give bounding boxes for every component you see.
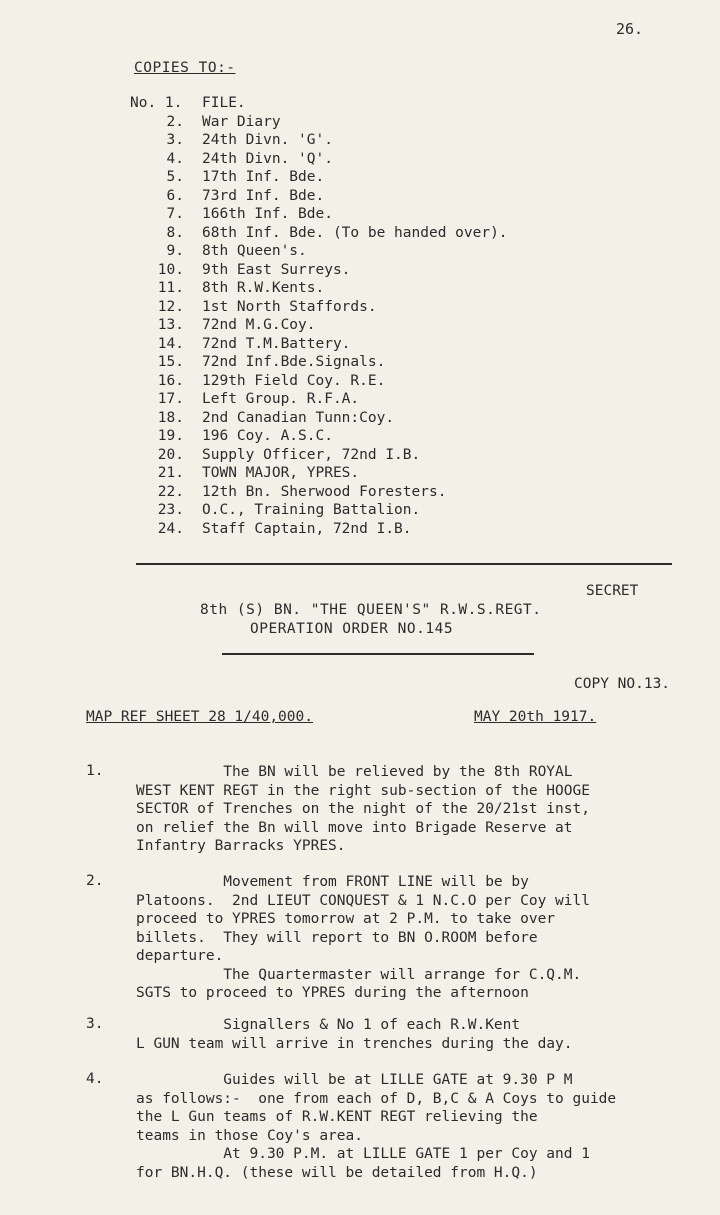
- copy-list-item: [130, 94, 650, 113]
- operation-order-title: OPERATION ORDER NO.145: [250, 621, 454, 637]
- copy-list-item: [130, 242, 650, 261]
- paragraph-line: Infantry Barracks YPRES.: [136, 838, 346, 854]
- order-date: MAY 20th 1917.: [474, 709, 597, 725]
- copy-list-recipient: 1st North Staffords.: [202, 298, 377, 315]
- copy-list-number: 4.: [166, 150, 184, 167]
- copy-list-item: [130, 501, 650, 520]
- copy-list-number: 23.: [157, 502, 184, 518]
- paragraph-line: on relief the Bn will move into Brigade Reserve at: [136, 819, 573, 836]
- copy-list-number: 5.: [166, 169, 184, 185]
- copy-list-recipient: FILE.: [202, 95, 246, 111]
- paragraph-line: WEST KENT REGT in the right sub-section of the HOOGE: [136, 782, 590, 799]
- copy-list-recipient: 72nd M.G.Coy.: [202, 317, 316, 333]
- copy-list-item: [130, 427, 650, 446]
- copy-list-number: 12.: [157, 298, 184, 315]
- copy-list-number: 18.: [157, 409, 184, 426]
- copy-list-number: 8.: [166, 224, 184, 241]
- paragraph-line: departure.: [136, 948, 224, 964]
- unit-title: 8th (S) BN. "THE QUEEN'S" R.W.S.REGT.: [200, 602, 542, 618]
- paragraph-line: Movement from FRONT LINE will be by: [136, 874, 529, 890]
- copy-list-number: No. 1.: [130, 95, 183, 111]
- copy-list-item: [130, 353, 650, 372]
- paragraph-number: 1.: [86, 763, 104, 779]
- copy-list-number: 13.: [157, 317, 184, 333]
- copy-list-item: [130, 224, 650, 243]
- copy-list-number: 14.: [157, 335, 184, 352]
- copy-list-recipient: 24th Divn. 'Q'.: [202, 150, 333, 167]
- copy-list-item: [130, 261, 650, 280]
- copy-list-recipient: 9th East Surreys.: [202, 261, 351, 278]
- paragraph-line: the L Gun teams of R.W.KENT REGT relieving the: [136, 1109, 538, 1125]
- paragraph-line: SECTOR of Trenches on the night of the 20/21st inst,: [136, 801, 590, 817]
- copy-list-number: 19.: [157, 428, 184, 444]
- copy-list-recipient: 68th Inf. Bde. (To be handed over).: [202, 224, 508, 241]
- copy-list-recipient: 17th Inf. Bde.: [202, 169, 325, 185]
- copy-list-recipient: 196 Coy. A.S.C.: [202, 428, 333, 444]
- paragraph-line: for BN.H.Q. (these will be detailed from H.Q.): [136, 1164, 538, 1181]
- secret-label: SECRET: [586, 583, 639, 599]
- copy-number: COPY NO.13.: [574, 676, 671, 692]
- copy-list-item: [130, 372, 650, 391]
- copy-list-recipient: O.C., Training Battalion.: [202, 502, 421, 518]
- copy-list-recipient: 8th R.W.Kents.: [202, 280, 325, 296]
- copies-list: [130, 94, 650, 538]
- paragraph-line: At 9.30 P.M. at LILLE GATE 1 per Coy and 1: [136, 1146, 590, 1162]
- copy-list-item: [130, 520, 650, 539]
- page-number: 26.: [616, 20, 644, 38]
- paragraph-line: teams in those Coy's area.: [136, 1127, 363, 1144]
- copy-list-recipient: Staff Captain, 72nd I.B.: [202, 520, 412, 537]
- divider-rule: [136, 563, 672, 565]
- copy-list-recipient: 72nd Inf.Bde.Signals.: [202, 354, 386, 370]
- copy-list-recipient: 24th Divn. 'G'.: [202, 132, 333, 148]
- title-underline-rule: [222, 653, 534, 655]
- copy-list-item: [130, 298, 650, 317]
- copy-list-recipient: 12th Bn. Sherwood Foresters.: [202, 483, 447, 500]
- copy-list-number: 6.: [166, 187, 184, 204]
- copy-list-number: 9.: [166, 243, 184, 259]
- copy-list-item: [130, 150, 650, 169]
- paragraph-line: SGTS to proceed to YPRES during the afternoon: [136, 985, 529, 1001]
- copy-list-number: 10.: [157, 261, 184, 278]
- copy-list-item: [130, 464, 650, 483]
- map-reference: MAP REF SHEET 28 1/40,000.: [86, 709, 313, 725]
- copy-list-item: [130, 483, 650, 502]
- copy-list-item: [130, 168, 650, 187]
- paragraph-number: 3.: [86, 1016, 104, 1032]
- paragraph-line: Guides will be at LILLE GATE at 9.30 P M: [136, 1072, 573, 1088]
- paragraph-number: 4.: [86, 1071, 104, 1087]
- copy-list-recipient: 72nd T.M.Battery.: [202, 335, 351, 352]
- copy-list-recipient: 8th Queen's.: [202, 243, 307, 259]
- copy-list-item: [130, 446, 650, 465]
- copy-list-item: [130, 205, 650, 224]
- copy-list-recipient: TOWN MAJOR, YPRES.: [202, 465, 360, 481]
- copy-list-recipient: Left Group. R.F.A.: [202, 391, 360, 407]
- copy-list-number: 7.: [166, 206, 184, 222]
- copy-list-recipient: War Diary: [202, 113, 281, 130]
- copy-list-number: 21.: [157, 465, 184, 481]
- copy-list-number: 11.: [157, 280, 184, 296]
- copy-list-number: 20.: [157, 446, 184, 463]
- copy-list-number: 15.: [157, 354, 184, 370]
- copy-list-recipient: 73rd Inf. Bde.: [202, 187, 325, 204]
- copy-list-item: [130, 279, 650, 298]
- copy-list-recipient: Supply Officer, 72nd I.B.: [202, 446, 421, 463]
- copy-list-number: 2.: [166, 113, 184, 130]
- paragraph-line: proceed to YPRES tomorrow at 2 P.M. to take over: [136, 911, 556, 927]
- copies-title: COPIES TO:-: [134, 60, 236, 76]
- copy-list-number: 16.: [157, 372, 184, 389]
- copy-list-item: [130, 335, 650, 354]
- paragraph-line: Platoons. 2nd LIEUT CONQUEST & 1 N.C.O per Coy will: [136, 892, 590, 909]
- copy-list-number: 22.: [157, 483, 184, 500]
- copy-list-item: [130, 316, 650, 335]
- paragraph-number: 2.: [86, 873, 104, 889]
- copy-list-item: [130, 187, 650, 206]
- copy-list-recipient: 129th Field Coy. R.E.: [202, 372, 386, 389]
- paragraph-line: billets. They will report to BN O.ROOM before: [136, 929, 538, 946]
- paragraph-line: as follows:- one from each of D, B,C & A Coys to guide: [136, 1090, 617, 1107]
- copy-list-number: 24.: [157, 520, 184, 537]
- copy-list-recipient: 166th Inf. Bde.: [202, 206, 333, 222]
- copy-list-item: [130, 409, 650, 428]
- paragraph-line: The Quartermaster will arrange for C.Q.M.: [136, 966, 582, 983]
- copy-list-recipient: 2nd Canadian Tunn:Coy.: [202, 409, 395, 426]
- copy-list-item: [130, 113, 650, 132]
- paragraph-line: The BN will be relieved by the 8th ROYAL: [136, 764, 573, 780]
- copy-list-item: [130, 131, 650, 150]
- paragraph-line: L GUN team will arrive in trenches during the day.: [136, 1035, 573, 1052]
- paragraph-line: Signallers & No 1 of each R.W.Kent: [136, 1017, 521, 1033]
- copy-list-number: 3.: [166, 132, 184, 148]
- copy-list-number: 17.: [157, 391, 184, 407]
- copy-list-item: [130, 390, 650, 409]
